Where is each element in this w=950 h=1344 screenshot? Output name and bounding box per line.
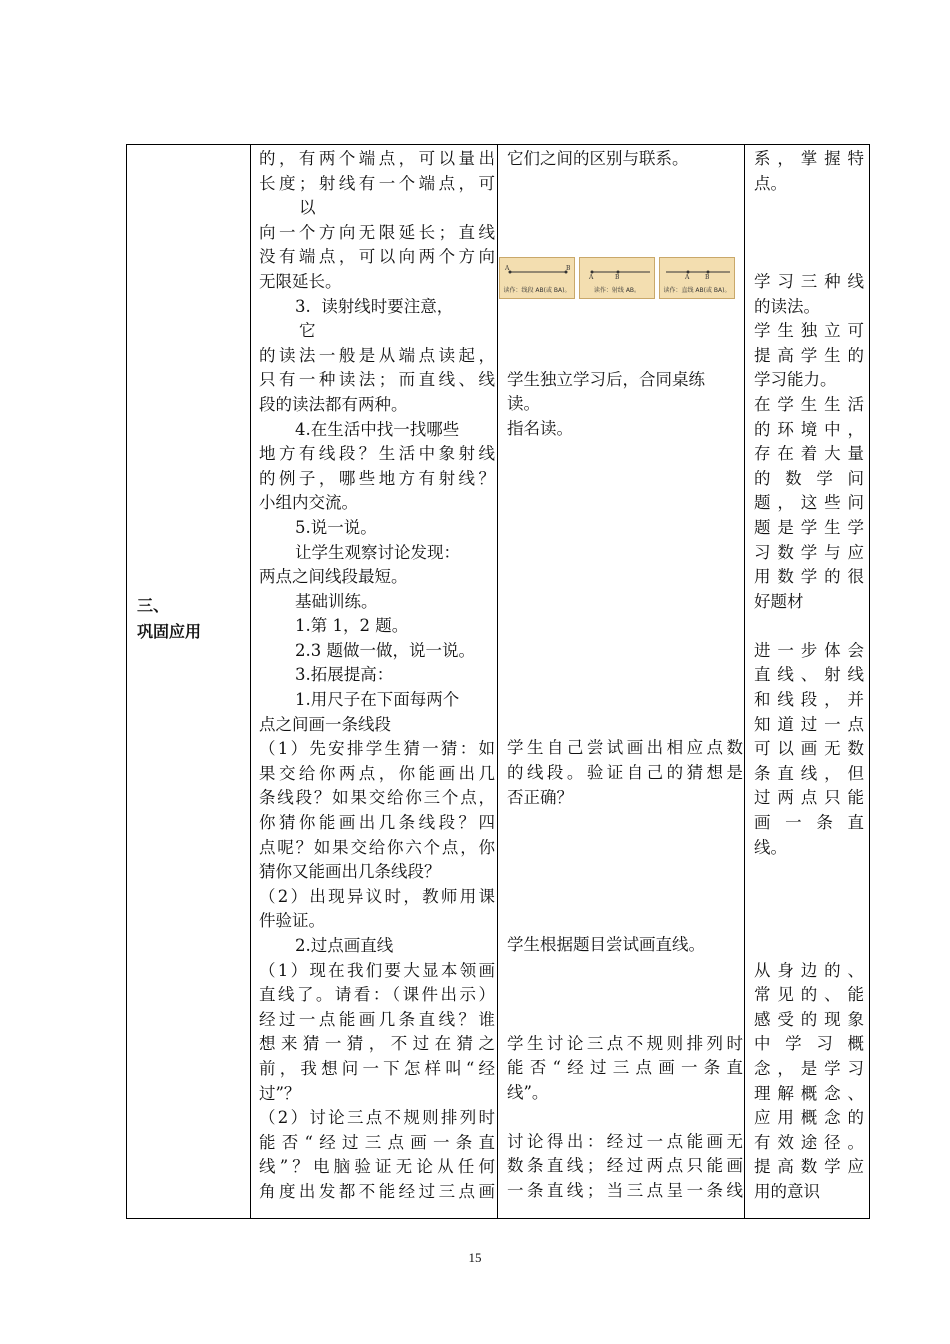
text-line: 条线段？如果交给你三个点，: [259, 788, 495, 808]
line-reading-figures: [497, 257, 737, 301]
text-line: 以: [299, 198, 316, 218]
text-line: 的例子，哪些地方有射线？: [259, 468, 495, 488]
text-line: 的读法。: [754, 296, 820, 316]
text-line: 用的意识: [754, 1181, 820, 1201]
text-line: 习数学与应: [754, 542, 864, 562]
text-line: 让学生观察讨论发现：: [295, 542, 460, 562]
text-line: 存在着大量: [754, 444, 864, 464]
text-line: 它们之间的区别与联系。: [507, 149, 689, 168]
text-line: 感受的现象: [754, 1009, 864, 1029]
text-line: 直线、射线: [754, 665, 864, 685]
text-line: 题，这些问: [754, 493, 864, 513]
text-line: [754, 221, 864, 246]
text-line: 的环境中，: [754, 419, 864, 439]
text-line: 画一条直: [754, 813, 864, 833]
text-line: 应用概念的: [754, 1108, 864, 1128]
text-line: 进一步体会: [754, 640, 864, 660]
stage-title: 巩固应用: [137, 622, 202, 641]
text-line: 段的读法都有两种。: [259, 394, 408, 414]
text-line: 角度出发都不能经过三点画: [259, 1181, 495, 1201]
text-line: 两点之间线段最短。: [259, 567, 408, 587]
table-divider: [250, 145, 251, 1218]
text-line: 学生独立学习后，合同桌练: [507, 369, 705, 389]
text-line: 小组内交流。: [259, 493, 358, 513]
segment-diagram: [504, 264, 572, 280]
lesson-table: [126, 144, 870, 1219]
text-line: 过”？: [259, 1083, 301, 1103]
figure-caption: 读作：直线 AB(或 BA)。: [663, 287, 731, 294]
text-line: 向一个方向无限延长；直线: [259, 222, 495, 242]
text-line: 它: [299, 321, 316, 341]
text-line: 线”。: [507, 1082, 549, 1102]
table-divider: [744, 145, 745, 1218]
text-line: 点之间画一条线段: [259, 714, 391, 734]
text-line: 能否“经过三点画一条直: [507, 1058, 743, 1078]
text-line: （2）出现异议时，教师用课: [259, 886, 495, 906]
text-line: 想来猜一猜，不过在猜之: [259, 1034, 495, 1054]
text-line: 线。: [754, 837, 787, 857]
text-line: 指名读。: [507, 418, 573, 438]
text-line: 你猜你能画出几条线段？四: [259, 813, 495, 833]
design-intent-column: [754, 147, 864, 1205]
figure-caption: 读作：线段 AB(或 BA)。: [503, 287, 571, 294]
text-line: 2.3 题做一做，说一说。: [295, 640, 475, 660]
text-line: 直线了。请看：（课件出示）: [259, 985, 495, 1005]
figure-caption: 读作：射线 AB。: [593, 287, 641, 294]
text-line: 长度；射线有一个端点，可: [259, 173, 495, 193]
text-line: 和线段，并: [754, 690, 864, 710]
text-line: [754, 909, 864, 934]
text-line: 5.说一说。: [295, 517, 377, 537]
ray-figure: [579, 257, 655, 299]
text-line: 学生自己尝试画出相应点数: [507, 738, 743, 758]
text-line: 1.第 1，2 题。: [295, 616, 409, 636]
text-line: 经过一点能画几条直线？谁: [259, 1009, 495, 1029]
text-line: [754, 196, 864, 221]
text-line: 学生根据题目尝试画直线。: [507, 935, 705, 955]
text-line: 点呢？如果交给你六个点，你: [259, 837, 495, 857]
text-line: 读。: [507, 394, 540, 414]
text-line: 一条直线；当三点呈一条线: [507, 1180, 743, 1200]
text-line: 没有端点，可以向两个方向: [259, 247, 495, 267]
text-line: 条直线，但: [754, 763, 864, 783]
text-line: 理解概念、: [754, 1083, 864, 1103]
text-line: 基础训练。: [295, 591, 378, 611]
text-line: [754, 934, 864, 959]
text-line: 学生讨论三点不规则排列时: [507, 1033, 743, 1053]
text-line: 1.用尺子在下面每两个: [295, 690, 460, 710]
text-line: 否正确？: [507, 787, 573, 807]
text-line: 好题材: [754, 591, 804, 611]
text-line: 念，是学习: [754, 1058, 864, 1078]
text-line: 过两点只能: [754, 788, 864, 808]
text-line: 提高学生的: [754, 345, 864, 365]
text-line: 猜你又能画出几条线段？: [259, 862, 441, 882]
text-line: [754, 885, 864, 910]
text-line: 3. 读射线时要注意，: [295, 296, 454, 316]
text-line: 能否“经过三点画一条直: [259, 1132, 495, 1152]
table-divider: [497, 145, 498, 1218]
text-line: 可以画无数: [754, 739, 864, 759]
text-line: 常见的、能: [754, 985, 864, 1005]
ray-diagram: [584, 264, 652, 280]
text-line: （1）先安排学生猜一猜：如: [259, 739, 495, 759]
text-line: 线”？电脑验证无论从任何: [259, 1157, 495, 1177]
text-line: 的读法一般是从端点读起，: [259, 345, 495, 365]
text-line: （2）讨论三点不规则排列时: [259, 1108, 495, 1128]
text-line: （1）现在我们要大显本领画: [259, 960, 495, 980]
text-line: 提高数学应: [754, 1157, 864, 1177]
text-line: 的数学问: [754, 468, 864, 488]
text-line: 件验证。: [259, 911, 325, 931]
text-line: 系，掌握特: [754, 149, 864, 168]
line-diagram: [664, 264, 732, 280]
text-line: 4.在生活中找一找哪些: [295, 419, 460, 439]
text-line: 知道过一点: [754, 714, 864, 734]
svg-text:A: A: [685, 274, 690, 280]
text-line: 学习能力。: [754, 370, 837, 390]
text-line: 在学生生活: [754, 394, 864, 414]
text-line: [754, 614, 864, 639]
text-line: 用数学的很: [754, 567, 864, 587]
text-line: [754, 860, 864, 885]
text-line: 果交给你两点，你能画出几: [259, 763, 495, 783]
stage-number: 三、: [137, 596, 170, 615]
text-line: 地方有线段？生活中象射线: [259, 444, 495, 464]
text-line: 有效途径。: [754, 1132, 864, 1152]
svg-text:B: B: [705, 274, 710, 280]
svg-text:B: B: [615, 274, 620, 280]
text-line: 只有一种读法；而直线、线: [259, 370, 495, 390]
stage-label: [137, 593, 201, 645]
teacher-activity-column: [259, 147, 495, 1205]
svg-text:B: B: [566, 265, 571, 272]
svg-text:A: A: [505, 265, 510, 272]
segment-figure: [499, 257, 575, 299]
text-line: 无限延长。: [259, 271, 342, 291]
student-activity-column: [507, 147, 743, 1203]
text-line: 学习三种线: [754, 271, 864, 291]
text-line: 讨论得出：经过一点能画无: [507, 1131, 743, 1151]
svg-text:A: A: [589, 274, 594, 280]
text-line: 数条直线；经过两点只能画: [507, 1156, 743, 1176]
text-line: 点。: [754, 173, 787, 193]
text-line: [754, 245, 864, 270]
text-line: 中学习概: [754, 1034, 864, 1054]
text-line: 的线段。验证自己的猜想是: [507, 762, 743, 782]
text-line: 前，我想问一下怎样叫“经: [259, 1058, 495, 1078]
text-line: 的，有两个端点，可以量出: [259, 149, 495, 168]
line-figure: [659, 257, 735, 299]
text-line: 从身边的、: [754, 960, 864, 980]
text-line: 3.拓展提高：: [295, 665, 394, 685]
text-line: 学生独立可: [754, 321, 864, 341]
text-line: 2.过点画直线: [295, 936, 394, 955]
text-line: 题是学生学: [754, 517, 864, 537]
page-number: 15: [468, 1250, 482, 1265]
